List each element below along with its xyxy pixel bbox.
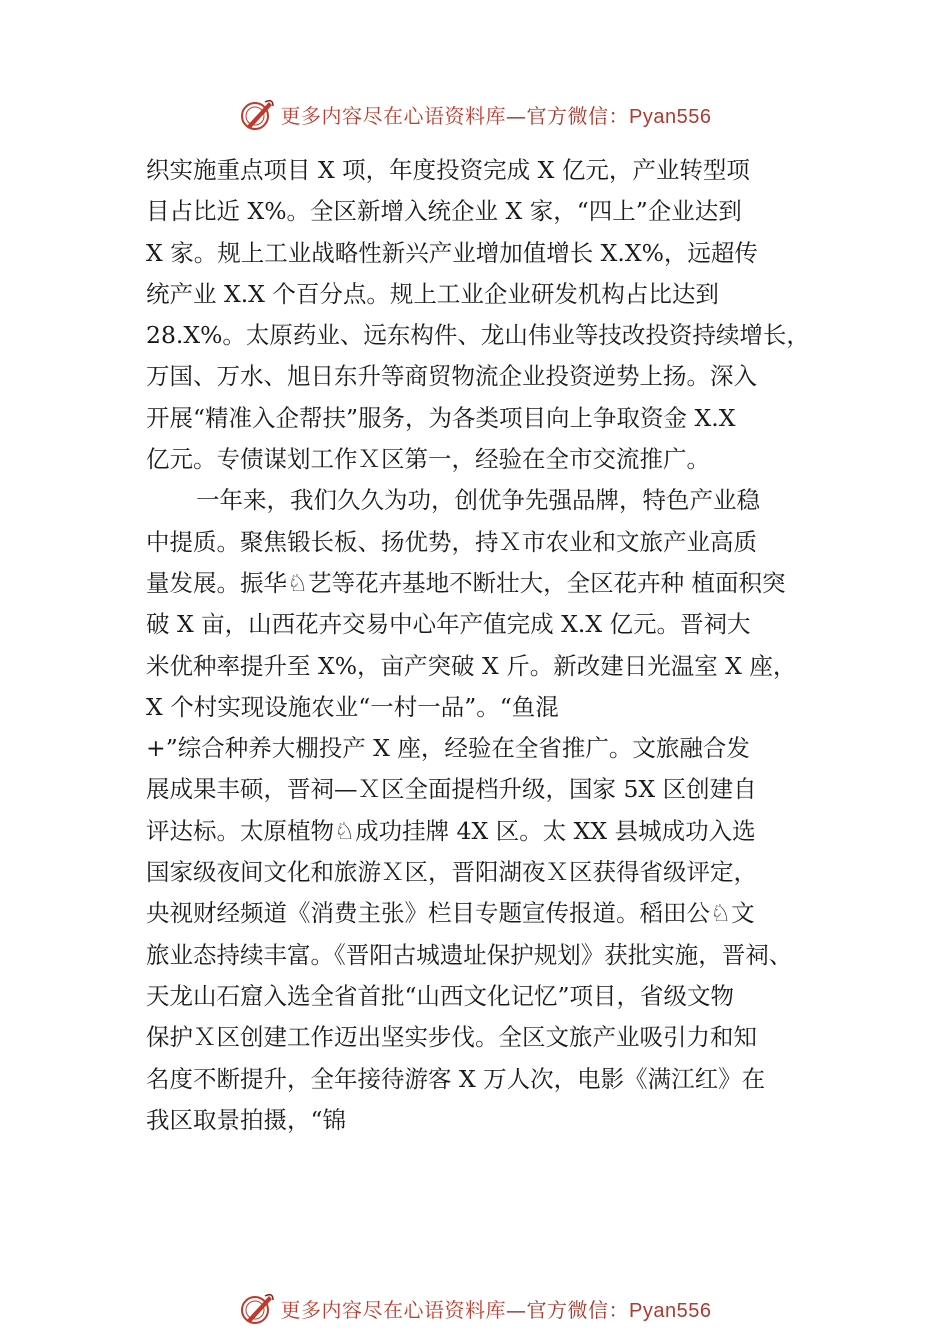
text-line: 米优种率提升至 X%，亩产突破 X 斤。新改建日光温室 X 座， xyxy=(146,651,797,680)
text-line: 开展“精准入企帮扶”服务，为各类项目向上争取资金 X.X xyxy=(146,403,736,432)
text-line: 亿元。专债谋划工作Ｘ区第一，经验在全市交流推广。 xyxy=(146,445,710,474)
text-line: 名度不断提升，全年接待游客 X 万人次，电影《满江红》在 xyxy=(146,1064,766,1093)
banner-wechat-id: Pyan556 xyxy=(629,1299,712,1322)
text-line: X 家。规上工业战略性新兴产业增加值增长 X.X%，远超传 xyxy=(146,238,758,267)
paragraph-start-line: 一年来，我们久久为功，创优争先强品牌，特色产业稳 xyxy=(196,486,760,515)
text-line: 万国、万水、旭日东升等商贸物流企业投资逆势上扬。深入 xyxy=(146,362,757,391)
text-line: 中提质。聚焦锻长板、扬优势，持Ｘ市农业和文旅产业高质 xyxy=(146,527,757,556)
header-banner xyxy=(0,94,950,134)
text-line: 展成果丰硕，晋祠—Ｘ区全面提档升级，国家 5X 区创建自 xyxy=(146,775,757,804)
text-line: 统产业 X.X 个百分点。规上工业企业研发机构占比达到 xyxy=(146,279,719,308)
text-line: 央视财经频道《消费主张》栏目专题宣传报道。稻田公♘文 xyxy=(146,899,755,928)
banner-label xyxy=(281,100,712,129)
banner-label xyxy=(281,1294,712,1323)
text-line: 国家级夜间文化和旅游Ｘ区，晋阳湖夜Ｘ区获得省级评定， xyxy=(146,858,757,887)
footer-banner xyxy=(0,1288,950,1328)
banner-title: 更多内容尽在心语资料库 xyxy=(280,103,507,128)
banner-dash: — xyxy=(506,1297,527,1322)
document-body xyxy=(146,150,810,1141)
text-line: X 个村实现设施农业“一村一品”。“鱼混 xyxy=(146,692,559,721)
text-line: 破 X 亩，山西花卉交易中心年产值完成 X.X 亿元。晋祠大 xyxy=(146,610,751,639)
text-line: +”综合种养大棚投产 X 座，经验在全省推广。文旅融合发 xyxy=(146,734,750,763)
text-line: 织实施重点项目 X 项，年度投资完成 X 亿元，产业转型项 xyxy=(146,156,750,184)
banner-wechat-id: Pyan556 xyxy=(629,105,712,128)
banner-wechat-label: 官方微信： xyxy=(526,103,630,128)
text-line: 我区取景拍摄，“锦 xyxy=(146,1105,347,1134)
text-line: 量发展。振华♘艺等花卉基地不断壮大，全区花卉种 植面积突 xyxy=(146,568,786,597)
text-line: 天龙山石窟入选全省首批“山西文化记忆”项目，省级文物 xyxy=(146,981,735,1010)
banner-wechat-label: 官方微信： xyxy=(526,1297,630,1322)
quill-seal-icon xyxy=(239,1290,275,1326)
text-line: 目占比近 X%。全区新增入统企业 X 家，“四上”企业达到 xyxy=(146,197,742,226)
text-line: 旅业态持续丰富。《晋阳古城遗址保护规划》获批实施，晋祠、 xyxy=(146,940,793,969)
text-line: 保护Ｘ区创建工作迈出坚实步伐。全区文旅产业吸引力和知 xyxy=(146,1023,757,1052)
banner-dash: — xyxy=(506,103,527,128)
quill-seal-icon xyxy=(239,96,275,132)
text-line: 评达标。太原植物♘成功挂牌 4X 区。太 XX 县城成功入选 xyxy=(146,816,756,845)
banner-title: 更多内容尽在心语资料库 xyxy=(280,1297,507,1322)
text-line: 28.X%。太原药业、远东构件、龙山伟业等技改投资持续增长， xyxy=(146,321,810,350)
